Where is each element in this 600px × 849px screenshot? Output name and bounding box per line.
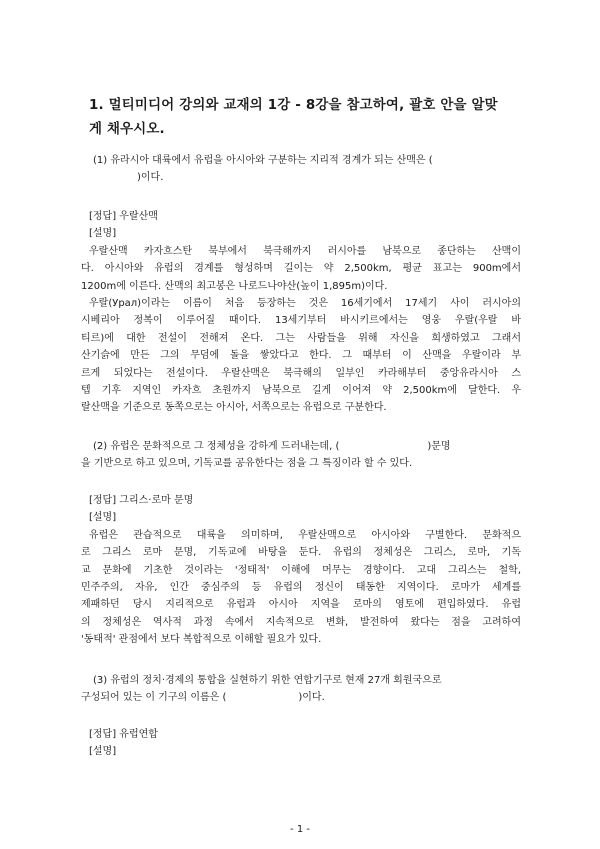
question-1 xyxy=(81,152,521,187)
explanation-2-line: 의 정체성은 역사적 과정 속에서 지속적으로 변화, 발전하여 왔다는 점을 고려하여 xyxy=(81,616,521,628)
explanation-1-line: 시베리아 정복이 이루어질 때이다. 13세기부터 바시키르에서는 영웅 우랄(우랄 바 xyxy=(81,315,521,327)
question-3-text-b: )이다. xyxy=(298,692,325,704)
explanation-1-line: 산기슭에 만든 그의 무덤에 돌을 쌓았다고 한다. 그 때부터 이 산맥을 우랄이라 부 xyxy=(81,350,521,362)
explanation-1-line: 우랄산맥 카자흐스탄 북부에서 북극해까지 러시아를 남북으로 종단하는 산맥이 xyxy=(89,245,521,257)
question-1-line-1: (1) 유라시아 대륙에서 유럽을 아시아와 구분하는 지리적 경계가 되는 산맥은 ( xyxy=(93,155,433,166)
explanation-1-line: 다. 아시아와 유럽의 경계를 형성하며 길이는 약 2,500km, 평균 표고는 900m에서 xyxy=(81,263,521,275)
explanation-3-label: [설명] xyxy=(89,746,117,758)
question-3-text-a: 구성되어 있는 이 기구의 이름은 ( xyxy=(81,692,227,704)
explanation-2-line: 민주주의, 자유, 인간 중심주의 등 유럽의 정신이 태동한 지역이다. 로마가 세계를 xyxy=(81,582,521,594)
question-2-text-b: )문명 xyxy=(427,441,451,452)
explanation-1-label: [설명] xyxy=(89,228,117,240)
question-2-line-1 xyxy=(81,438,521,455)
question-2-text-a: (2) 유럽은 문화적으로 그 정체성을 강하게 드러내는데, ( xyxy=(93,441,340,452)
answer-1: [정답] 우랄산맥 xyxy=(89,211,158,222)
question-2-line-2: 을 기반으로 하고 있으며, 기독교를 공유한다는 점을 그 특징이라 할 수 있다. xyxy=(81,458,413,470)
explanation-2-label: [설명] xyxy=(89,512,117,524)
explanation-1-line: 랄산맥을 기준으로 동쪽으로는 아시아, 서쪽으로는 유럽으로 구분한다. xyxy=(81,402,387,414)
explanation-2-line: 교 문화에 기초한 것이라는 '정태적' 이해에 머무는 경향이다. 고대 그리스는 철학, xyxy=(81,564,521,576)
answer-3-section xyxy=(81,726,521,761)
assignment-title xyxy=(89,94,529,142)
explanation-1-line: 1200m에 이른다. 산맥의 최고봉은 나로드나야산(높이 1,895m)이다. xyxy=(81,280,388,292)
explanation-2-line: 로 그리스 로마 문명, 기독교에 바탕을 둔다. 유럽의 정체성은 그리스, 로마, 기독 xyxy=(81,547,521,559)
page-number: - 1 - xyxy=(290,824,310,835)
explanation-1-line: 티르)에 대한 전설이 전해져 온다. 그는 사람들을 위해 자신을 희생하였고 그래서 xyxy=(81,332,521,344)
explanation-1-line: 텝 기후 지역인 카자흐 초원까지 남북으로 길게 이어져 약 2,500km에 달한다. 우 xyxy=(81,385,521,397)
answer-2: [정답] 그리스·로마 문명 xyxy=(89,495,194,506)
explanation-1-line: 르게 되었다는 전설이다. 우랄산맥은 북극해의 일부인 카라해부터 중앙유라시아 스 xyxy=(81,367,521,379)
question-1-line-2: )이다. xyxy=(137,172,164,184)
answer-3: [정답] 유럽연합 xyxy=(89,729,158,740)
answer-2-section xyxy=(81,492,521,649)
question-3 xyxy=(81,672,521,707)
title-line-1: 1. 멀티미디어 강의와 교재의 1강 - 8강을 참고하여, 괄호 안을 알맞 xyxy=(89,98,498,113)
explanation-2-line: '동태적' 관점에서 보다 복합적으로 이해할 필요가 있다. xyxy=(81,634,322,646)
question-3-line-1: (3) 유럽의 정치·경제의 통합을 실현하기 위한 연합기구로 현재 27개 회원국으로 xyxy=(93,675,442,686)
question-3-line-2 xyxy=(81,689,521,706)
question-2 xyxy=(81,438,521,473)
title-line-2: 게 채우시오. xyxy=(89,122,165,137)
explanation-1-line: 우랄(Урал)이라는 이름이 처음 등장하는 것은 16세기에서 17세기 사이 러시아의 xyxy=(89,298,521,310)
answer-1-section xyxy=(81,208,521,417)
explanation-2-line: 제패하던 당시 지리적으로 유럽과 아시아 지역을 로마의 영토에 편입하였다. 유럽 xyxy=(81,599,521,611)
explanation-2-line: 유럽은 관습적으로 대륙을 의미하며, 우랄산맥으로 아시아와 구별한다. 문화적으 xyxy=(89,529,521,541)
